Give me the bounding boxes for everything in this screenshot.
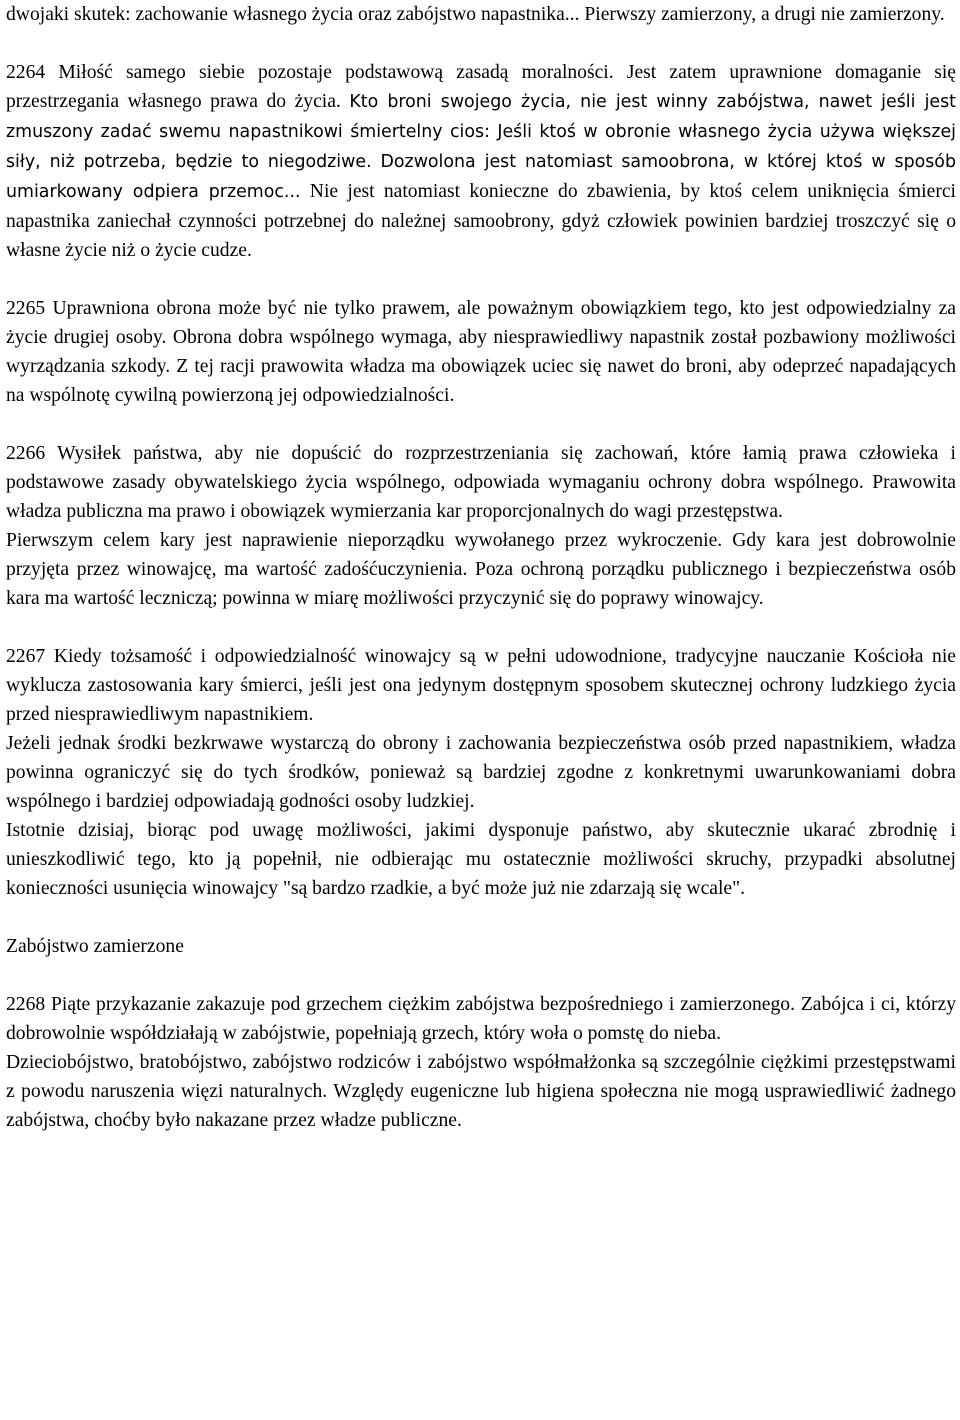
paragraph-number: 2264 bbox=[6, 62, 46, 83]
document-page bbox=[6, 0, 956, 1135]
paragraph-2264 bbox=[6, 58, 956, 265]
paragraph-2266 bbox=[6, 439, 956, 526]
paragraph-2267-second: Jeżeli jednak środki bezkrwawe wystarczą do obrony i zachowania bezpieczeństwa osób przed napastnikiem, władza powinna ograniczyć się do tych środków, ponieważ są bardziej zgodne z konkretnymi uwarunkowaniami dobra wspólnego i bardziej odpowiadają godności osoby ludzkiej. bbox=[6, 733, 956, 812]
paragraph-2267-third: Istotnie dzisiaj, biorąc pod uwagę możliwości, jakimi dysponuje państwo, aby skutecznie ukarać zbrodnię i unieszkodliwić tego, kto ją popełnił, nie odbierając mu ostatecznie możliwości skruchy, przypadki absolutnej konieczności usunięcia winowajcy "są bardzo rzadkie, a być może już nie zdarzają się wcale". bbox=[6, 820, 956, 899]
quoted-text: Kto broni swojego życia, nie jest winny zabójstwa, nawet jeśli jest zmuszony zadać swemu napastnikowi śmiertelny cios: Jeśli ktoś w obronie własnego życia używa większej siły, niż potrzeba, będzie to niegodziwe. Dozwolona jest natomiast samoobrona, w której ktoś w sposób umiarkowany odpiera przemoc... bbox=[6, 92, 956, 202]
spacer bbox=[6, 29, 956, 58]
spacer bbox=[6, 265, 956, 294]
section-heading: Zabójstwo zamierzone bbox=[6, 936, 184, 957]
paragraph-text: Miłość samego siebie pozostaje podstawową zasadą moralności. Jest zatem uprawnione domaganie się przestrzegania własnego prawa do życia. bbox=[6, 62, 956, 112]
spacer bbox=[6, 903, 956, 932]
paragraph-number: 2267 bbox=[6, 646, 46, 667]
paragraph-text: Piąte przykazanie zakazuje pod grzechem ciężkim zabójstwa bezpośredniego i zamierzonego. Zabójca i ci, którzy dobrowolnie współdziałają w zabójstwie, popełniają grzech, który woła o pomstę do nieba. bbox=[6, 994, 956, 1044]
paragraph-2266-continued: Pierwszym celem kary jest naprawienie nieporządku wywołanego przez wykroczenie. Gdy kara jest dobrowolnie przyjęta przez winowajcę, ma wartość zadośćuczynienia. Poza ochroną porządku publicznego i bezpieczeństwa osób kara ma wartość leczniczą; powinna w miarę możliwości przyczynić się do poprawy winowajcy. bbox=[6, 530, 956, 609]
paragraph-2267 bbox=[6, 642, 956, 729]
spacer bbox=[6, 613, 956, 642]
paragraph-number: 2265 bbox=[6, 298, 46, 319]
spacer bbox=[6, 410, 956, 439]
paragraph-text: Kiedy tożsamość i odpowiedzialność winowajcy są w pełni udowodnione, tradycyjne nauczanie Kościoła nie wyklucza zastosowania kary śmierci, jeśli jest ona jedynym dostępnym sposobem skutecznej ochrony ludzkiego życia przed niesprawiedliwym napastnikiem. bbox=[6, 646, 956, 725]
paragraph-2268-continued: Dzieciobójstwo, bratobójstwo, zabójstwo rodziców i zabójstwo współmałżonka są szczególnie ciężkimi przestępstwami z powodu naruszenia więzi naturalnych. Względy eugeniczne lub higiena społeczna nie mogą usprawiedliwić żadnego zabójstwa, choćby było nakazane przez władze publiczne. bbox=[6, 1052, 956, 1131]
paragraph-2268 bbox=[6, 990, 956, 1048]
paragraph-number: 2268 bbox=[6, 994, 46, 1015]
paragraph-2265 bbox=[6, 294, 956, 410]
intro-paragraph: dwojaki skutek: zachowanie własnego życia oraz zabójstwo napastnika... Pierwszy zamierzony, a drugi nie zamierzony. bbox=[6, 4, 945, 25]
paragraph-text-tail: Nie jest natomiast konieczne do zbawienia, by ktoś celem uniknięcia śmierci napastnika zaniechał czynności potrzebnej do należnej samoobrony, gdyż człowiek powinien bardziej troszczyć się o własne życie niż o życie cudze. bbox=[6, 181, 956, 261]
spacer bbox=[6, 961, 956, 990]
paragraph-text: Uprawniona obrona może być nie tylko prawem, ale poważnym obowiązkiem tego, kto jest odpowiedzialny za życie drugiej osoby. Obrona dobra wspólnego wymaga, aby niesprawiedliwy napastnik został pozbawiony możliwości wyrządzania szkody. Z tej racji prawowita władza ma obowiązek uciec się nawet do broni, aby odeprzeć napadających na wspólnotę cywilną powierzoną jej odpowiedzialności. bbox=[6, 298, 956, 406]
paragraph-number: 2266 bbox=[6, 443, 46, 464]
paragraph-text: Wysiłek państwa, aby nie dopuścić do rozprzestrzeniania się zachowań, które łamią prawa człowieka i podstawowe zasady obywatelskiego życia wspólnego, odpowiada wymaganiu ochrony dobra wspólnego. Prawowita władza publiczna ma prawo i obowiązek wymierzania kar proporcjonalnych do wagi przestępstwa. bbox=[6, 443, 956, 522]
